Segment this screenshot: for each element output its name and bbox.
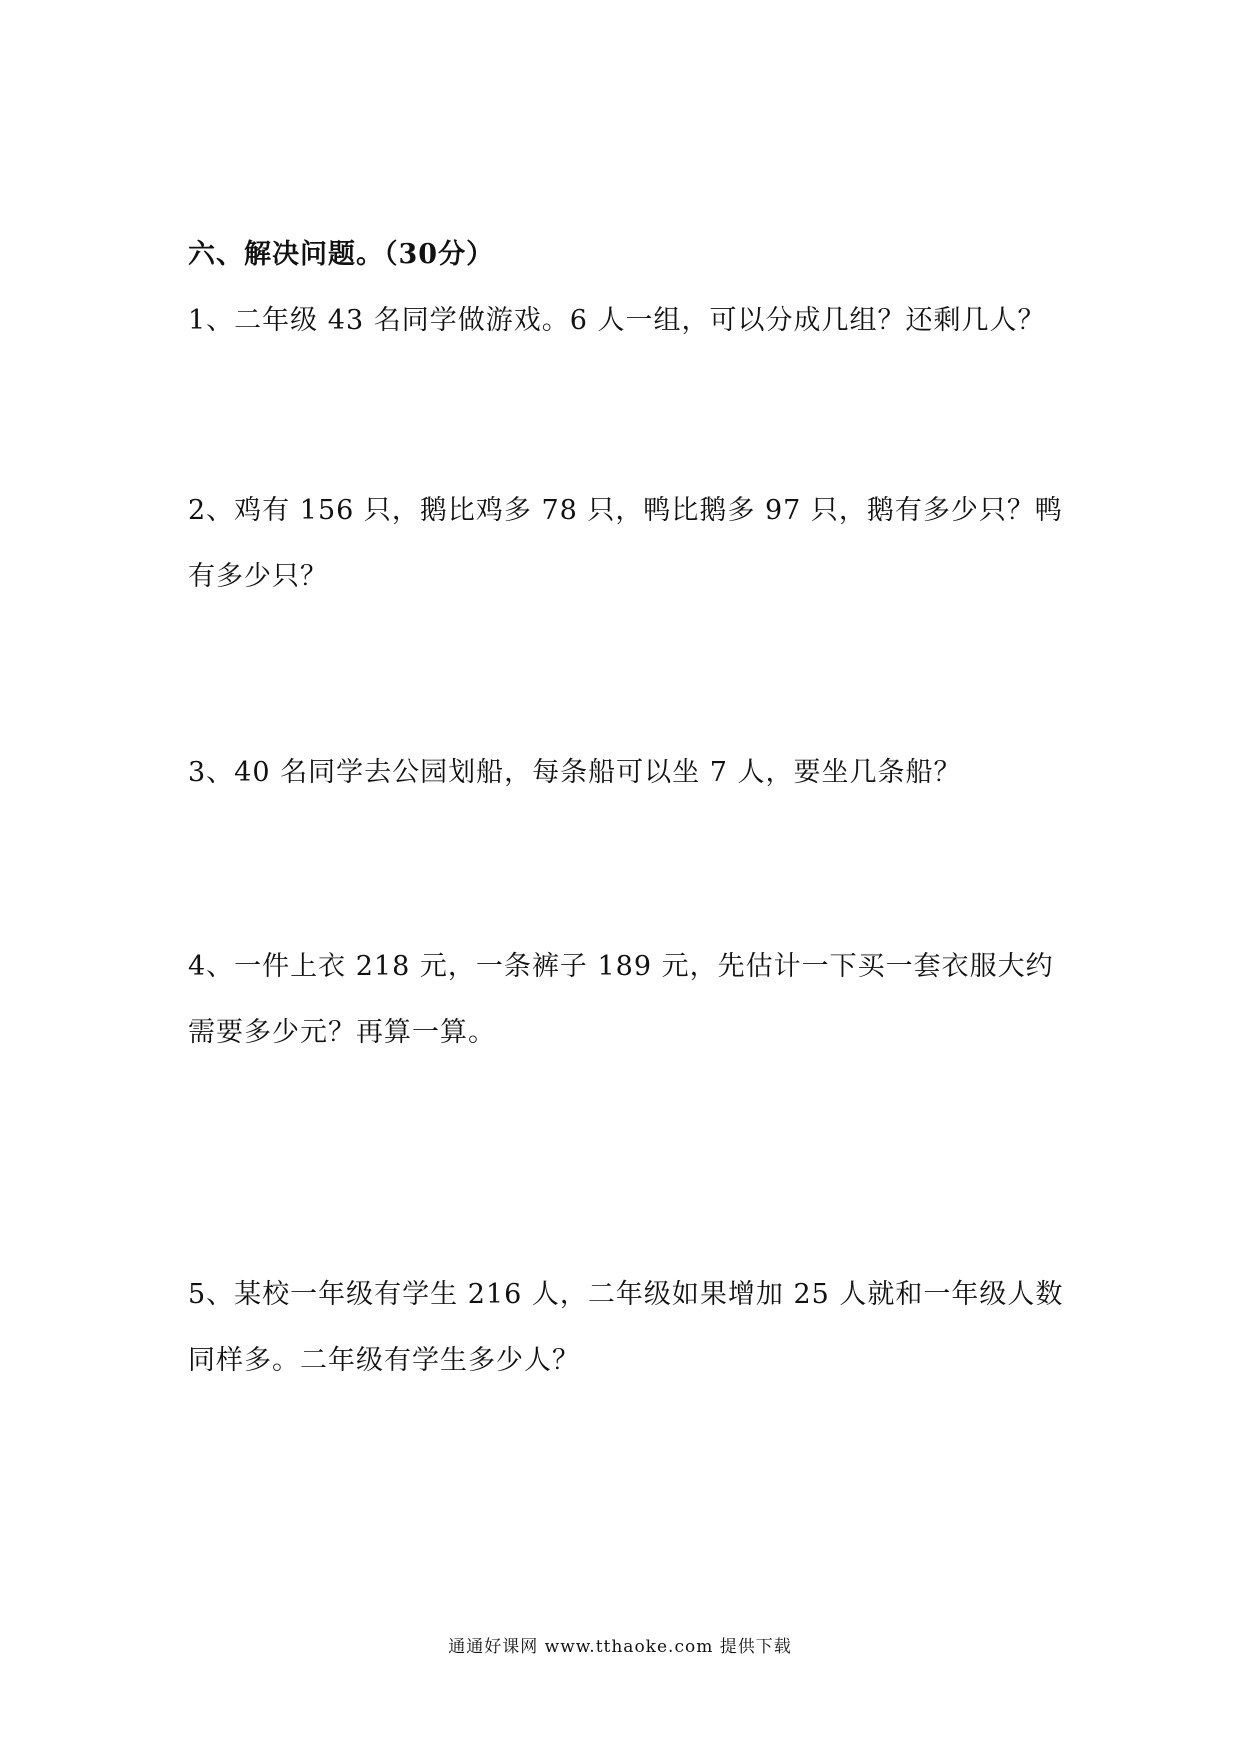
question-5-line-1: 5、某校一年级有学生 216 人，二年级如果增加 25 人就和一年级人数 <box>188 1279 1064 1310</box>
question-4-line-1: 4、一件上衣 218 元，一条裤子 189 元，先估计一下买一套衣服大约 <box>188 951 1054 982</box>
footer-source-note: 通通好课网 www.tthaoke.com 提供下载 <box>448 1637 792 1657</box>
question-1-line-1: 1、二年级 43 名同学做游戏。6 人一组，可以分成几组？还剩几人？ <box>188 305 1046 336</box>
question-2-line-1: 2、鸡有 156 只，鹅比鸡多 78 只，鸭比鹅多 97 只，鹅有多少只？鸭 <box>188 495 1063 526</box>
section-title: 六、解决问题。（30分） <box>188 239 495 270</box>
question-2 <box>188 478 1068 610</box>
question-3 <box>188 740 1068 806</box>
question-2-line-2: 有多少只？ <box>188 561 328 592</box>
question-3-line-1: 3、40 名同学去公园划船，每条船可以坐 7 人，要坐几条船？ <box>188 757 962 788</box>
question-4 <box>188 934 1068 1066</box>
question-1 <box>188 288 1068 354</box>
question-5 <box>188 1262 1068 1394</box>
question-4-line-2: 需要多少元？再算一算。 <box>188 1017 496 1048</box>
question-5-line-2: 同样多。二年级有学生多少人？ <box>188 1345 580 1376</box>
